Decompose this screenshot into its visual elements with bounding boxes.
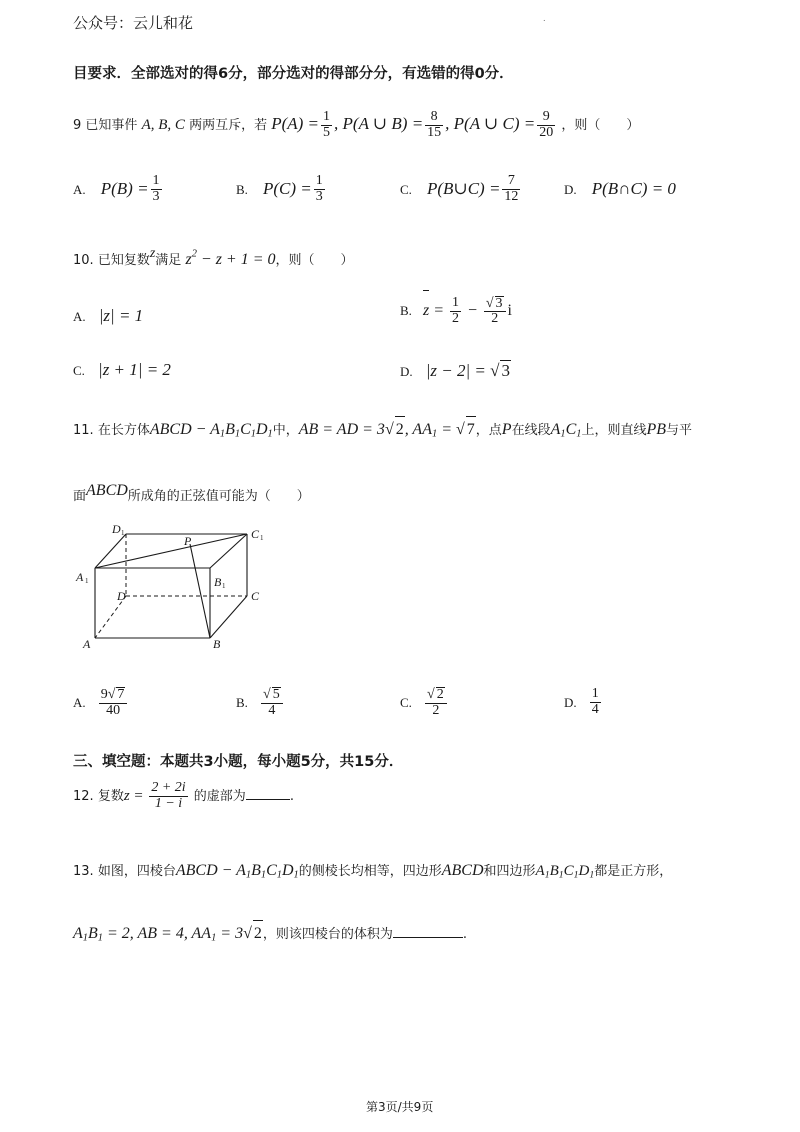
q10-option-a: A. |z| = 1 [73, 306, 144, 325]
label-a1: A [76, 570, 84, 584]
label-b: B [213, 637, 221, 651]
q10-option-d: D. |z − 2| = √ 3 [400, 361, 510, 380]
label-d: D [117, 589, 126, 603]
question-11-line2: 面ABCD所成角的正弦值可能为（ ） [73, 482, 310, 504]
svg-text:1: 1 [85, 577, 89, 585]
q9-text-mid: 两两互斥，若 [189, 118, 268, 133]
label-b1: B [214, 575, 222, 589]
q9-events: A, B, C [141, 117, 185, 133]
svg-text:1: 1 [260, 534, 264, 542]
q11-option-a: A. $\frac{9√ 7}{40}$ [73, 680, 129, 725]
q13-answer-blank[interactable] [393, 937, 463, 938]
question-13-line2: $A_1B_1 = 2$, AB = 4, $AA_1 = 3√$ 2，则该四棱台的体积为 . [73, 920, 467, 952]
label-d1: D [112, 522, 121, 536]
cuboid-figure [70, 518, 280, 654]
q9-number: 9 [73, 118, 82, 133]
q9-option-a: A. P(B) = $\frac{1}{3}$ [73, 173, 160, 204]
page-number: 第3页/共9页 [366, 1100, 434, 1114]
label-c1: C [251, 527, 260, 541]
q10-option-c: C. |z + 1| = 2 [73, 360, 171, 379]
label-p: P [184, 534, 192, 548]
svg-text:1: 1 [222, 582, 226, 590]
section-scoring-note: 目要求．全部选对的得6分，部分选对的得部分分，有选错的得0分． [73, 66, 514, 82]
svg-text:1: 1 [121, 529, 125, 537]
q9-option-b: B. P(C) = $\frac{1}{3}$ [236, 173, 323, 204]
q10-option-b: B. z = $\frac{1}{2}$ − $\frac{√ 3}{2}$ i [400, 290, 512, 331]
q10-equation: $z^2 - z + 1 = 0$ [185, 248, 276, 268]
question-10: 10. 已知复数z满足 $z^2 - z + 1 = 0$，则（ ） [73, 246, 354, 268]
header-dot: . [543, 14, 546, 23]
q11-option-c: C. $\frac{√ 2}{2}$ [400, 680, 449, 725]
q11-option-d: D. $\frac{1}{4}$ [564, 686, 599, 717]
watermark-text: 公众号：云儿和花 [73, 14, 194, 32]
q9-option-c: C. P(B∪C) = $\frac{7}{12}$ [400, 173, 519, 204]
section-3-heading: 三、填空题：本题共3小题，每小题5分，共15分． [73, 754, 404, 770]
q9-condition: P(A) = $\frac{1}{5}$ , P(A ∪ B) = $\frac{8}{15}$ , P(A ∪ C) = $\frac{9}{20}$ [271, 108, 554, 140]
question-12: 12. 复数z = $\frac{2 + 2i}{1 - i}$ 的虚部为 . [73, 780, 294, 811]
question-13: 13. 如图，四棱台ABCD − $A_1B_1C_1D_1$的侧棱长均相等，四边形ABCD和四边形$A_1B_1C_1D_1$都是正方形， [73, 862, 673, 881]
q9-option-d: D. P(B∩C) = 0 [564, 179, 676, 198]
question-9 [73, 104, 639, 146]
label-c: C [251, 589, 260, 603]
q11-option-b: B. $\frac{√ 5}{4}$ [236, 680, 285, 725]
q12-answer-blank[interactable] [246, 799, 290, 800]
q9-text-pre: 已知事件 [85, 118, 138, 133]
question-11: 11. 在长方体ABCD − $A_1B_1C_1D_1$中，AB = AD = 3√ 2, $AA_1$ = √ 7，点P在线段$A_1C_1$上，则直线PB与平 [73, 416, 692, 448]
q9-text-tail: ，则（ ） [561, 118, 640, 133]
label-a: A [83, 637, 91, 651]
